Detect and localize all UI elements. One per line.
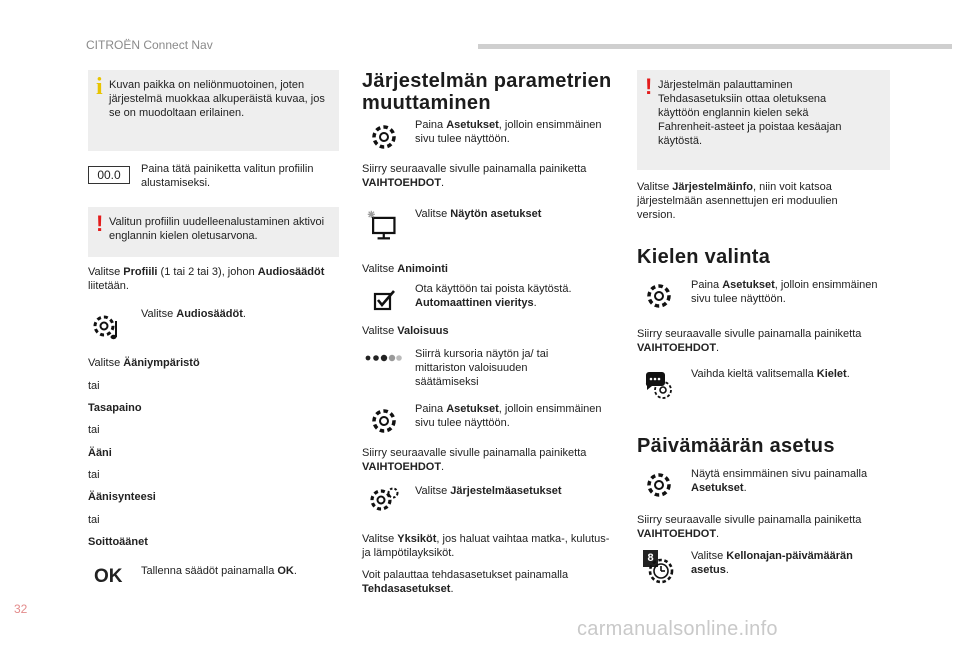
clock-settings-icon xyxy=(640,550,680,586)
info-note-text: Kuvan paikka on neliönmuotoinen, joten järjestelmä muokkaa alkuperäistä kuvaa, jos se on muodoltaan erilainen. xyxy=(109,79,325,119)
system-settings-icon xyxy=(368,484,400,516)
ambience-instruction: Valitse Ääniympäristö xyxy=(88,357,200,369)
clock-gear-icon xyxy=(646,556,676,586)
or-text: tai xyxy=(88,469,100,481)
step-brightness-desc: Siirrä kursoria näytön ja/ tai mittariston valoisuuden säätämiseksi xyxy=(415,348,549,388)
option-ringtones: Soittoäänet xyxy=(88,536,148,548)
info-note xyxy=(88,70,339,151)
gear-icon xyxy=(643,469,675,501)
checkbox-icon xyxy=(368,283,400,315)
warning-note-text: Järjestelmän palauttaminen Tehdasasetuksiin ottaa oletuksena käyttöön englannin kielen sekä Fahrenheit-asteet ja poistaa kesäajan käytöstä. xyxy=(658,79,842,147)
number-badge: 8 xyxy=(643,550,658,567)
step-date-settings: Näytä ensimmäinen sivu painamalla Asetukset. xyxy=(691,468,868,494)
ok-instruction: Tallenna säädöt painamalla OK. xyxy=(141,565,297,577)
step-auto-scroll: Ota käyttöön tai poista käytöstä. Automaattinen vieritys. xyxy=(415,283,572,309)
section-heading-date: Päivämäärän asetus xyxy=(637,435,835,457)
step-settings-2: Paina Asetukset, jolloin ensimmäinen sivu tulee näyttöön. xyxy=(415,403,602,429)
language-icon xyxy=(643,368,675,400)
brightness-slider-icon xyxy=(364,352,402,364)
step-display-settings: Valitse Näytön asetukset xyxy=(415,208,542,220)
gear-icon xyxy=(643,280,675,312)
reset-button-desc: Paina tätä painiketta valitun profiilin alustamiseksi. xyxy=(141,163,314,189)
section-heading-parameters: Järjestelmän parametrien muuttaminen xyxy=(362,70,612,114)
step-units: Valitse Yksiköt, jos haluat vaihtaa matka-, kulutus- ja lämpötilayksiköt. xyxy=(362,533,610,559)
warning-icon: ! xyxy=(96,211,104,236)
step-lang-settings: Paina Asetukset, jolloin ensimmäinen sivu tulee näyttöön. xyxy=(691,279,878,305)
option-speech-synthesis: Äänisynteesi xyxy=(88,491,156,503)
step-brightness: Valitse Valoisuus xyxy=(362,325,449,337)
profile-instruction: Valitse Profiili (1 tai 2 tai 3), johon Audiosäädöt liitetään. xyxy=(88,266,325,292)
page-number: 32 xyxy=(14,602,28,616)
or-text: tai xyxy=(88,424,100,436)
reset-button-icon: 00.0 xyxy=(88,166,130,184)
gear-icon xyxy=(368,121,400,153)
audio-settings-text: Valitse Audiosäädöt. xyxy=(141,308,246,320)
option-balance: Tasapaino xyxy=(88,402,142,414)
step-system-settings: Valitse Järjestelmäasetukset xyxy=(415,485,562,497)
info-icon: i xyxy=(96,74,103,100)
step-date-select: Valitse Kellonajan-päivämäärän asetus. xyxy=(691,550,853,576)
audio-settings-icon xyxy=(90,311,122,343)
header-bar xyxy=(478,44,952,49)
document-header: CITROËN Connect Nav xyxy=(86,38,213,52)
step-options-1: Siirry seuraavalle sivulle painamalla painiketta VAIHTOEHDOT. xyxy=(362,163,587,189)
warning-note-text: Valitun profiilin uudelleenalustaminen aktivoi englannin kielen oletusarvona. xyxy=(109,216,325,242)
step-factory-reset: Voit palauttaa tehdasasetukset painamalla Tehdasasetukset. xyxy=(362,569,569,595)
warning-note xyxy=(88,207,339,257)
section-heading-language: Kielen valinta xyxy=(637,246,771,268)
or-text: tai xyxy=(88,514,100,526)
or-text: tai xyxy=(88,380,100,392)
option-sound: Ääni xyxy=(88,447,112,459)
ok-button-icon: OK xyxy=(94,566,123,587)
step-lang-options: Siirry seuraavalle sivulle painamalla painiketta VAIHTOEHDOT. xyxy=(637,328,862,354)
warning-icon: ! xyxy=(645,74,653,99)
warning-note-factory xyxy=(637,70,890,170)
display-settings-icon xyxy=(366,209,398,241)
step-date-options: Siirry seuraavalle sivulle painamalla painiketta VAIHTOEHDOT. xyxy=(637,514,862,540)
step-options-2: Siirry seuraavalle sivulle painamalla painiketta VAIHTOEHDOT. xyxy=(362,447,587,473)
watermark: carmanualsonline.info xyxy=(577,618,778,640)
gear-icon xyxy=(368,405,400,437)
system-info-instruction: Valitse Järjestelmäinfo, niin voit katsoa järjestelmään asennettujen eri moduulien version. xyxy=(637,181,838,221)
step-lang-select: Vaihda kieltä valitsemalla Kielet. xyxy=(691,368,850,380)
step-animation: Valitse Animointi xyxy=(362,263,448,275)
step-settings-1: Paina Asetukset, jolloin ensimmäinen sivu tulee näyttöön. xyxy=(415,119,602,145)
